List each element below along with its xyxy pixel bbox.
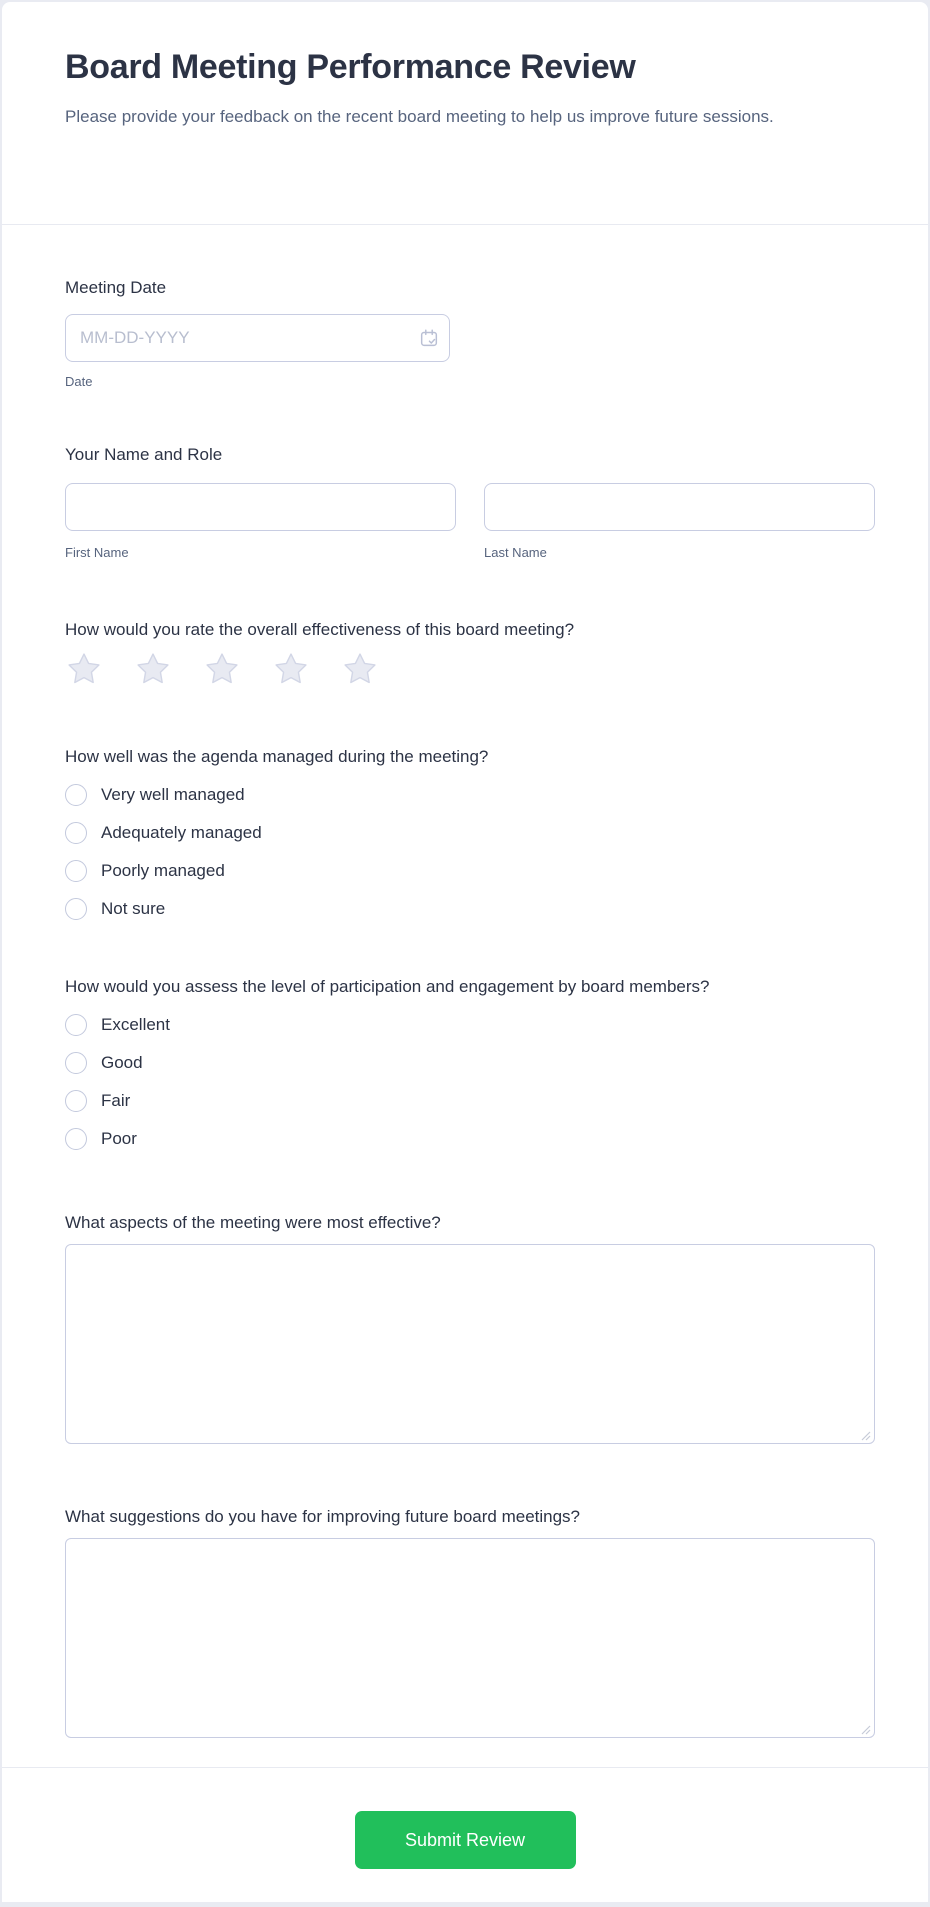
agenda-question-label: How well was the agenda managed during the meeting? [65,747,489,766]
last-name-sublabel: Last Name [484,545,547,560]
field-participation [65,976,876,1150]
first-name-input[interactable] [65,483,456,531]
header-divider [2,224,928,225]
suggestions-question-label: What suggestions do you have for improving future board meetings? [65,1507,581,1526]
name-label: Your Name and Role [65,445,223,464]
star-icon[interactable] [272,648,310,690]
radio-option-label: Adequately managed [101,823,262,842]
star-icon[interactable] [341,648,379,690]
field-rating [65,619,876,690]
radio-option-label: Fair [101,1091,131,1110]
radio-option-poor[interactable] [65,1128,876,1150]
radio-option-label: Not sure [101,899,166,918]
radio-option-very-well-managed[interactable] [65,784,876,806]
effective-aspects-textarea[interactable] [65,1244,875,1444]
star-icon[interactable] [203,648,241,690]
form-body [2,277,928,1738]
radio-option-label: Poorly managed [101,861,225,880]
page-title: Board Meeting Performance Review [65,48,636,86]
star-rating [65,648,876,690]
radio-option-label: Excellent [101,1015,170,1034]
page-subtitle: Please provide your feedback on the recent board meeting to help us improve future sessions. [65,107,774,126]
field-meeting-date [65,277,876,390]
participation-question-label: How would you assess the level of participation and engagement by board members? [65,977,710,996]
radio-option-not-sure[interactable] [65,898,876,920]
radio-button-icon[interactable] [65,860,87,882]
radio-button-icon[interactable] [65,1014,87,1036]
radio-option-excellent[interactable] [65,1014,876,1036]
radio-button-icon[interactable] [65,898,87,920]
radio-button-icon[interactable] [65,1128,87,1150]
radio-button-icon[interactable] [65,1090,87,1112]
resize-handle-icon[interactable] [859,1722,871,1734]
form-card [2,2,928,1902]
radio-option-fair[interactable] [65,1090,876,1112]
participation-options [65,1014,876,1150]
suggestions-textarea[interactable] [65,1538,875,1738]
radio-option-label: Good [101,1053,143,1072]
calendar-picker-button[interactable] [418,327,440,349]
field-suggestions [65,1506,876,1738]
meeting-date-input[interactable] [65,314,450,362]
calendar-check-icon [418,337,440,352]
radio-button-icon[interactable] [65,784,87,806]
agenda-options [65,784,876,920]
form-footer [2,1768,928,1869]
rating-question-label: How would you rate the overall effectiveness of this board meeting? [65,620,575,639]
star-icon[interactable] [65,648,103,690]
first-name-sublabel: First Name [65,545,129,560]
radio-button-icon[interactable] [65,1052,87,1074]
effective-aspects-question-label: What aspects of the meeting were most effective? [65,1213,441,1232]
radio-option-adequately-managed[interactable] [65,822,876,844]
field-agenda [65,746,876,920]
radio-option-label: Very well managed [101,785,245,804]
resize-handle-icon[interactable] [859,1428,871,1440]
field-name [65,444,876,561]
radio-button-icon[interactable] [65,822,87,844]
form-header [2,2,928,224]
radio-option-poorly-managed[interactable] [65,860,876,882]
field-effective-aspects [65,1212,876,1444]
submit-button[interactable]: Submit Review [355,1811,576,1869]
meeting-date-label: Meeting Date [65,278,167,297]
first-name-column [65,483,456,561]
last-name-column [484,483,875,561]
meeting-date-sublabel: Date [65,374,93,389]
radio-option-label: Poor [101,1129,137,1148]
last-name-input[interactable] [484,483,875,531]
radio-option-good[interactable] [65,1052,876,1074]
star-icon[interactable] [134,648,172,690]
